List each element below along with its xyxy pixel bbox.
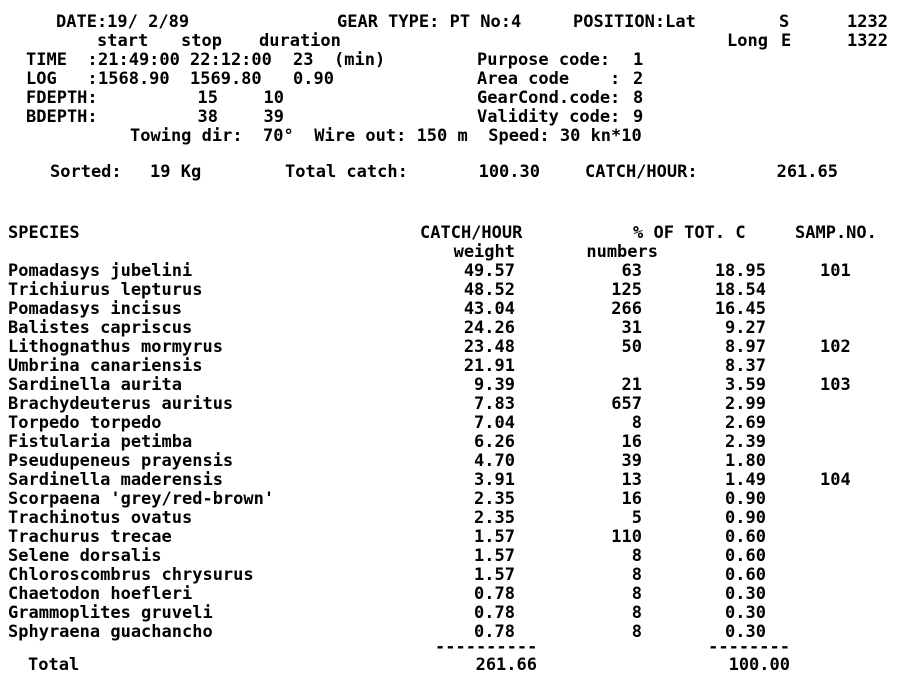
pct-value: 0.30 — [725, 622, 766, 642]
log-label: LOG : — [26, 69, 98, 89]
pct-column-header: % OF TOT. C — [633, 223, 746, 243]
numbers-value: 16 — [621, 489, 642, 509]
numbers-value: 16 — [621, 432, 642, 452]
pct-value: 18.95 — [714, 261, 766, 281]
validity-code-value: 9 — [633, 107, 644, 127]
date-field: DATE:19/ 2/89 — [56, 12, 190, 32]
species-name: Pseudupeneus prayensis — [8, 451, 234, 471]
towing-info-line: Towing dir: 70° Wire out: 150 m Speed: 30 kn*10 — [130, 126, 642, 146]
pct-value: 9.27 — [725, 318, 766, 338]
bdepth-label: BDEPTH: — [26, 107, 98, 127]
species-name: Chloroscombrus chrysurus — [8, 565, 254, 585]
numbers-value: 8 — [631, 603, 642, 623]
table-row — [0, 509, 900, 528]
numbers-value: 8 — [631, 413, 642, 433]
col-stop-label: stop — [181, 31, 222, 51]
bdepth-stop: 39 — [263, 107, 284, 127]
numbers-value: 13 — [621, 470, 642, 490]
numbers-value: 657 — [611, 394, 642, 414]
weight-value: 2.35 — [474, 508, 515, 528]
catch-hour-label: CATCH/HOUR: — [585, 162, 698, 182]
table-row — [0, 376, 900, 395]
time-unit: (min) — [334, 50, 386, 70]
species-name: Sardinella aurita — [8, 375, 182, 395]
weight-value: 3.91 — [474, 470, 515, 490]
species-name: Trichiurus lepturus — [8, 280, 203, 300]
pct-value: 0.60 — [725, 546, 766, 566]
pct-total-rule: -------- — [708, 637, 790, 657]
species-name: Grammoplites gruveli — [8, 603, 213, 623]
species-name: Scorpaena 'grey/red-brown' — [8, 489, 275, 509]
time-stop: 22:12:00 — [190, 50, 272, 70]
col-duration-label: duration — [259, 31, 341, 51]
samp-no-value: 103 — [820, 375, 851, 395]
numbers-value: 21 — [621, 375, 642, 395]
weight-value: 1.57 — [474, 527, 515, 547]
gearcond-code-value: 8 — [633, 88, 644, 108]
pct-value: 8.37 — [725, 356, 766, 376]
total-pct-value: 100.00 — [728, 655, 790, 675]
pct-value: 2.69 — [725, 413, 766, 433]
pct-value: 0.60 — [725, 565, 766, 585]
weight-value: 1.57 — [474, 565, 515, 585]
pct-value: 18.54 — [714, 280, 766, 300]
total-catch-value: 100.30 — [478, 162, 540, 182]
weight-value: 9.39 — [474, 375, 515, 395]
numbers-value: 50 — [621, 337, 642, 357]
numbers-value: 8 — [631, 622, 642, 642]
weight-value: 6.26 — [474, 432, 515, 452]
pct-value: 0.30 — [725, 603, 766, 623]
numbers-value: 8 — [631, 565, 642, 585]
pct-value: 0.60 — [725, 527, 766, 547]
species-name: Sphyraena guachancho — [8, 622, 213, 642]
numbers-value: 5 — [631, 508, 642, 528]
table-row — [0, 433, 900, 452]
log-stop: 1569.80 — [190, 69, 262, 89]
table-row — [0, 604, 900, 623]
table-row — [0, 547, 900, 566]
species-name: Umbrina canariensis — [8, 356, 203, 376]
species-name: Brachydeuterus auritus — [8, 394, 234, 414]
pct-value: 8.97 — [725, 337, 766, 357]
weight-value: 49.57 — [463, 261, 515, 281]
weight-value: 0.78 — [474, 584, 515, 604]
table-row — [0, 357, 900, 376]
species-name: Trachurus trecae — [8, 527, 172, 547]
species-table — [0, 262, 900, 642]
numbers-value: 266 — [611, 299, 642, 319]
catch-hour-column-header: CATCH/HOUR — [420, 223, 523, 243]
weight-value: 48.52 — [463, 280, 515, 300]
samp-no-value: 101 — [820, 261, 851, 281]
long-value: 1322 — [847, 31, 888, 51]
samp-column-header: SAMP.NO. — [795, 223, 877, 243]
table-row — [0, 528, 900, 547]
species-name: Fistularia petimba — [8, 432, 193, 452]
position-lat-label: POSITION:Lat — [573, 12, 696, 32]
species-name: Selene dorsalis — [8, 546, 162, 566]
pct-value: 2.39 — [725, 432, 766, 452]
species-name: Trachinotus ovatus — [8, 508, 193, 528]
species-name: Balistes capriscus — [8, 318, 193, 338]
pct-value: 0.30 — [725, 584, 766, 604]
numbers-value: 39 — [621, 451, 642, 471]
samp-no-value: 104 — [820, 470, 851, 490]
catch-hour-value: 261.65 — [776, 162, 838, 182]
table-row — [0, 490, 900, 509]
log-duration: 0.90 — [293, 69, 334, 89]
species-column-header: SPECIES — [8, 223, 80, 243]
lat-value: 1232 — [847, 12, 888, 32]
species-name: Pomadasys jubelini — [8, 261, 193, 281]
area-code-label: Area code : — [477, 69, 621, 89]
table-row — [0, 452, 900, 471]
sorted-value: 19 Kg — [150, 162, 202, 182]
table-row — [0, 300, 900, 319]
total-weight-value: 261.66 — [475, 655, 537, 675]
species-name: Pomadasys incisus — [8, 299, 182, 319]
sorted-label: Sorted: — [50, 162, 122, 182]
weight-value: 7.04 — [474, 413, 515, 433]
table-row — [0, 395, 900, 414]
pct-value: 16.45 — [714, 299, 766, 319]
table-row — [0, 585, 900, 604]
area-code-value: 2 — [633, 69, 644, 89]
table-row — [0, 338, 900, 357]
table-row — [0, 566, 900, 585]
weight-total-rule: ---------- — [435, 637, 538, 657]
weight-value: 43.04 — [463, 299, 515, 319]
log-start: 1568.90 — [98, 69, 170, 89]
total-row-label: Total — [28, 655, 80, 675]
weight-subheader: weight — [453, 242, 515, 262]
fdepth-start: 15 — [197, 88, 218, 108]
pct-value: 2.99 — [725, 394, 766, 414]
weight-value: 1.57 — [474, 546, 515, 566]
gear-type-field: GEAR TYPE: PT No:4 — [337, 12, 522, 32]
numbers-value: 110 — [611, 527, 642, 547]
weight-value: 7.83 — [474, 394, 515, 414]
gearcond-code-label: GearCond.code: — [477, 88, 621, 108]
total-catch-label: Total catch: — [285, 162, 408, 182]
lat-hemisphere: S — [779, 12, 790, 32]
weight-value: 0.78 — [474, 603, 515, 623]
bdepth-start: 38 — [197, 107, 218, 127]
numbers-subheader: numbers — [586, 242, 658, 262]
validity-code-label: Validity code: — [477, 107, 621, 127]
table-row — [0, 471, 900, 490]
weight-value: 2.35 — [474, 489, 515, 509]
species-name: Chaetodon hoefleri — [8, 584, 193, 604]
table-row — [0, 414, 900, 433]
weight-value: 4.70 — [474, 451, 515, 471]
pct-value: 1.49 — [725, 470, 766, 490]
species-name: Sardinella maderensis — [8, 470, 223, 490]
weight-value: 0.78 — [474, 622, 515, 642]
samp-no-value: 102 — [820, 337, 851, 357]
table-row — [0, 262, 900, 281]
numbers-value: 63 — [621, 261, 642, 281]
numbers-value: 31 — [621, 318, 642, 338]
long-hemisphere: E — [781, 31, 792, 51]
time-label: TIME : — [26, 50, 98, 70]
pct-value: 0.90 — [725, 508, 766, 528]
table-row — [0, 319, 900, 338]
pct-value: 0.90 — [725, 489, 766, 509]
numbers-value: 125 — [611, 280, 642, 300]
fdepth-stop: 10 — [263, 88, 284, 108]
numbers-value: 8 — [631, 546, 642, 566]
pct-value: 3.59 — [725, 375, 766, 395]
species-name: Lithognathus mormyrus — [8, 337, 223, 357]
weight-value: 24.26 — [463, 318, 515, 338]
position-long-label: Long — [727, 31, 768, 51]
time-duration: 23 — [293, 50, 314, 70]
time-start: 21:49:00 — [98, 50, 180, 70]
numbers-value: 8 — [631, 584, 642, 604]
weight-value: 21.91 — [463, 356, 515, 376]
purpose-code-label: Purpose code: — [477, 50, 611, 70]
table-row — [0, 281, 900, 300]
col-start-label: start — [97, 31, 149, 51]
purpose-code-value: 1 — [633, 50, 644, 70]
fdepth-label: FDEPTH: — [26, 88, 98, 108]
pct-value: 1.80 — [725, 451, 766, 471]
species-name: Torpedo torpedo — [8, 413, 162, 433]
weight-value: 23.48 — [463, 337, 515, 357]
